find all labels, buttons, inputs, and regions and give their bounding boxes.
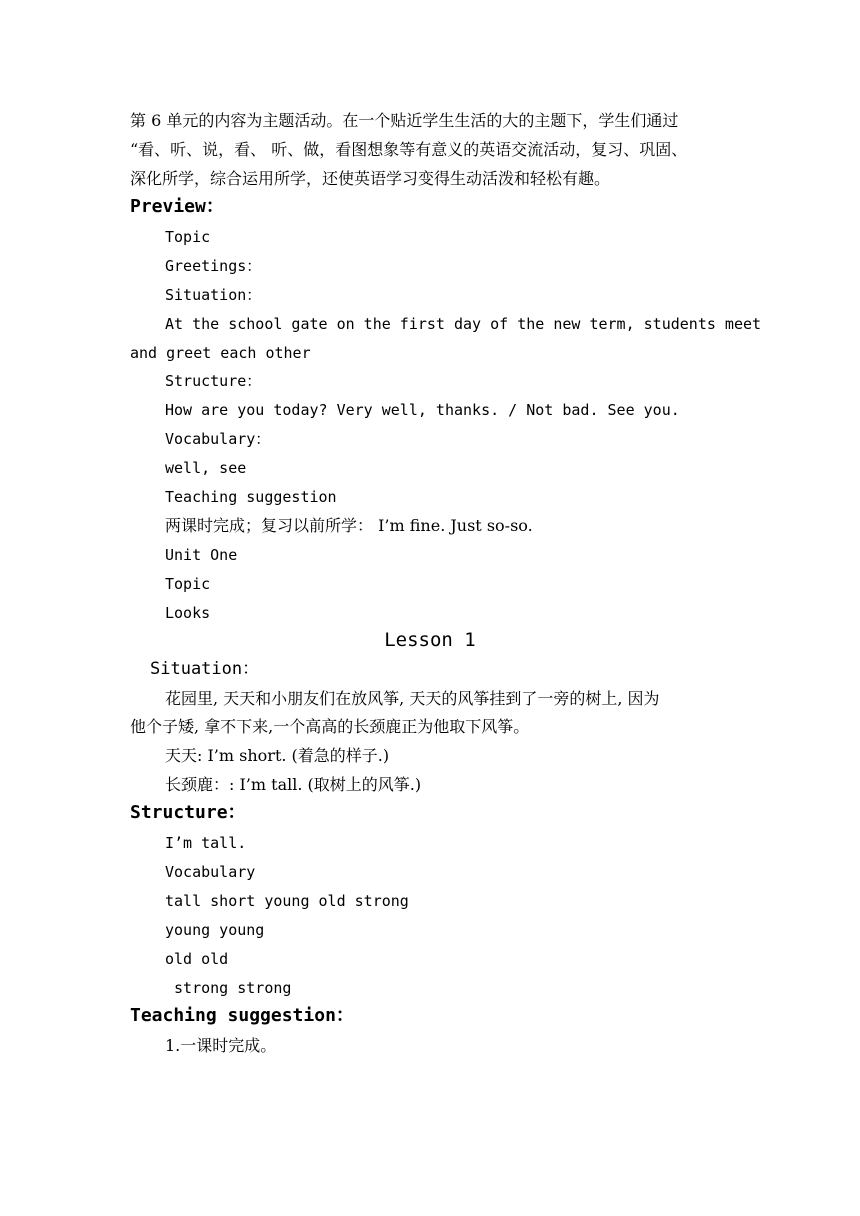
preview-looks: Looks: [165, 604, 211, 622]
preview-situation-text-1: At the school gate on the first day of the new term, students meet: [165, 315, 762, 333]
preview-greetings: Greetings：: [165, 257, 262, 275]
preview-vocabulary-text: well, see: [165, 459, 247, 477]
intro-line-1: 第 6 单元的内容为主题活动。在一个贴近学生生活的大的主题下，学生们通过: [130, 111, 679, 130]
lesson-vocab-line-2: young young: [165, 921, 265, 939]
preview-structure-label: Structure：: [165, 372, 262, 390]
lesson-teaching-heading: Teaching suggestion：: [130, 1005, 354, 1026]
lesson-vocab-line-4: strong strong: [165, 979, 292, 997]
preview-vocabulary-label: Vocabulary：: [165, 430, 271, 448]
preview-teaching-text: 两课时完成；复习以前所学： I’m fine. Just so-so.: [165, 516, 533, 535]
lesson-vocab-line-3: old old: [165, 950, 229, 968]
lesson-vocabulary-label: Vocabulary: [165, 863, 256, 881]
intro-line-2: “看、听、说，看、 听、做，看图想象等有意义的英语交流活动，复习、巩固、: [130, 140, 688, 159]
lesson-teaching-item-1: 1.一课时完成。: [165, 1036, 277, 1055]
preview-situation-text-2: and greet each other: [130, 344, 311, 362]
lesson-structure-text: I’m tall.: [165, 834, 247, 852]
preview-unit: Unit One: [165, 546, 238, 564]
lesson-dialog-2: 长颈鹿：: I’m tall. (取树上的风筝.): [165, 775, 422, 794]
preview-topic: Topic: [165, 228, 211, 246]
lesson-vocab-line-1: tall short young old strong: [165, 892, 409, 910]
preview-teaching-label: Teaching suggestion: [165, 488, 337, 506]
lesson-dialog-1: 天天: I’m short. (着急的样子.): [165, 746, 390, 765]
intro-line-3: 深化所学，综合运用所学，还使英语学习变得生动活泼和轻松有趣。: [130, 169, 611, 188]
lesson-story-line-1: 花园里, 天天和小朋友们在放风筝, 天天的风筝挂到了一旁的树上, 因为: [165, 689, 660, 708]
preview-topic-2: Topic: [165, 575, 211, 593]
lesson-structure-heading: Structure：: [130, 802, 246, 823]
preview-heading: Preview：: [130, 196, 224, 217]
lesson-title: Lesson 1: [384, 629, 476, 651]
preview-structure-text: How are you today? Very well, thanks. / Not bad. See you.: [165, 401, 680, 419]
preview-situation-label: Situation：: [165, 286, 262, 304]
lesson-story-line-2: 他个子矮, 拿不下来,一个高高的长颈鹿正为他取下风筝。: [130, 717, 530, 736]
lesson-situation-label: Situation：: [150, 659, 260, 679]
